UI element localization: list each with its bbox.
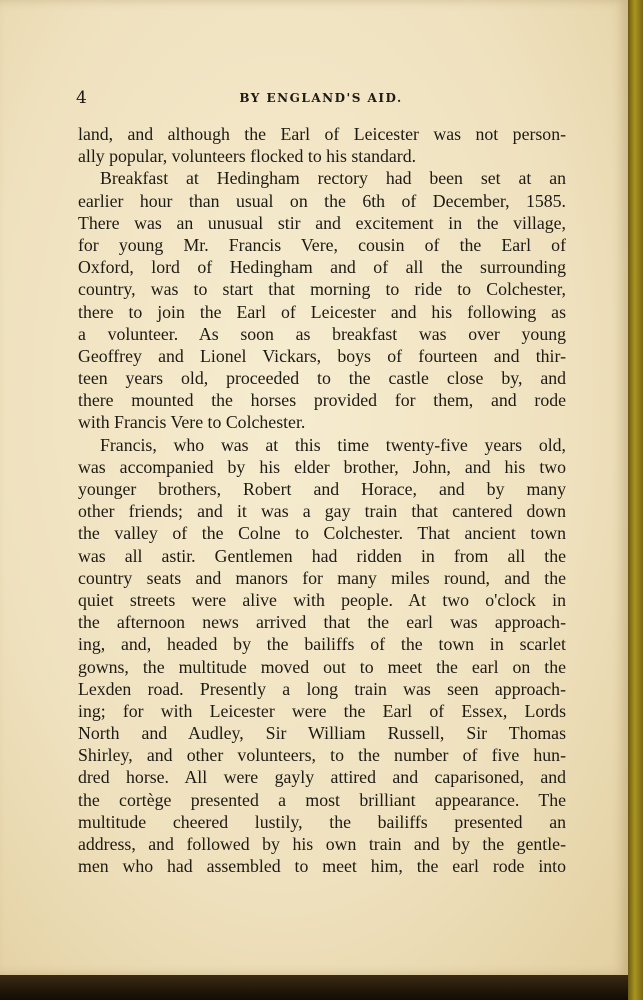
text-line: ing; for with Leicester were the Earl of Essex, Lords	[78, 700, 566, 721]
page-number: 4	[76, 88, 87, 108]
text-line: There was an unusual stir and excitement in the village,	[78, 212, 566, 233]
text-line: other friends; and it was a gay train that cantered down	[78, 501, 566, 522]
text-line: Breakfast at Hedingham rectory had been set at an	[100, 168, 566, 189]
running-head: BY ENGLAND'S AID.	[239, 91, 403, 105]
text-line: the cortège presented a most brilliant appearance. The	[78, 789, 566, 810]
text-line: Geoffrey and Lionel Vickars, boys of fourteen and thir-	[78, 345, 566, 366]
text-line: country seats and manors for many miles round, and the	[78, 567, 566, 588]
text-line: address, and followed by his own train and by the gentle-	[78, 834, 566, 854]
text-line: ing, and, headed by the bailiffs of the town in scarlet	[78, 634, 566, 655]
text-line: with Francis Vere to Colchester.	[78, 412, 306, 433]
text-line: Francis, who was at this time twenty-five years old,	[100, 434, 566, 455]
text-line: was accompanied by his elder brother, John, and his two	[78, 456, 566, 477]
text-line: gowns, the multitude moved out to meet the earl on the	[78, 656, 566, 677]
text-line: the afternoon news arrived that the earl was approach-	[78, 612, 566, 633]
page-header	[76, 88, 566, 112]
text-line: Shirley, and other volunteers, to the number of five hun-	[78, 745, 566, 766]
text-line: the valley of the Colne to Colchester. That ancient town	[78, 523, 566, 544]
text-line: North and Audley, Sir William Russell, Sir Thomas	[78, 723, 566, 744]
text-line: there mounted the horses provided for them, and rode	[78, 390, 566, 411]
text-line: for young Mr. Francis Vere, cousin of the Earl of	[78, 234, 566, 255]
text-line: quiet streets were alive with people. At two o'clock in	[78, 589, 566, 610]
text-line: land, and although the Earl of Leicester was not person-	[78, 124, 566, 144]
text-line: there to join the Earl of Leicester and his following as	[78, 301, 566, 322]
text-line: Lexden road. Presently a long train was seen approach-	[78, 678, 566, 699]
text-line: Oxford, lord of Hedingham and of all the surrounding	[78, 257, 566, 278]
text-line: men who had assembled to meet him, the earl rode into	[78, 856, 566, 877]
body-text	[78, 123, 566, 877]
page-bottom-edge	[0, 975, 628, 1000]
text-line: ally popular, volunteers flocked to his standard.	[78, 146, 417, 167]
page-gutter	[628, 0, 643, 1000]
text-line: was all astir. Gentlemen had ridden in from all the	[78, 545, 566, 566]
text-line: a volunteer. As soon as breakfast was over young	[78, 323, 566, 344]
text-line: teen years old, proceeded to the castle close by, and	[78, 368, 566, 389]
text-line: country, was to start that morning to ride to Colchester,	[78, 279, 566, 300]
text-line: dred horse. All were gayly attired and caparisoned, and	[78, 767, 566, 788]
text-line: earlier hour than usual on the 6th of December, 1585.	[78, 190, 566, 211]
text-line: multitude cheered lustily, the bailiffs presented an	[78, 811, 566, 832]
text-line: younger brothers, Robert and Horace, and by many	[78, 479, 566, 499]
